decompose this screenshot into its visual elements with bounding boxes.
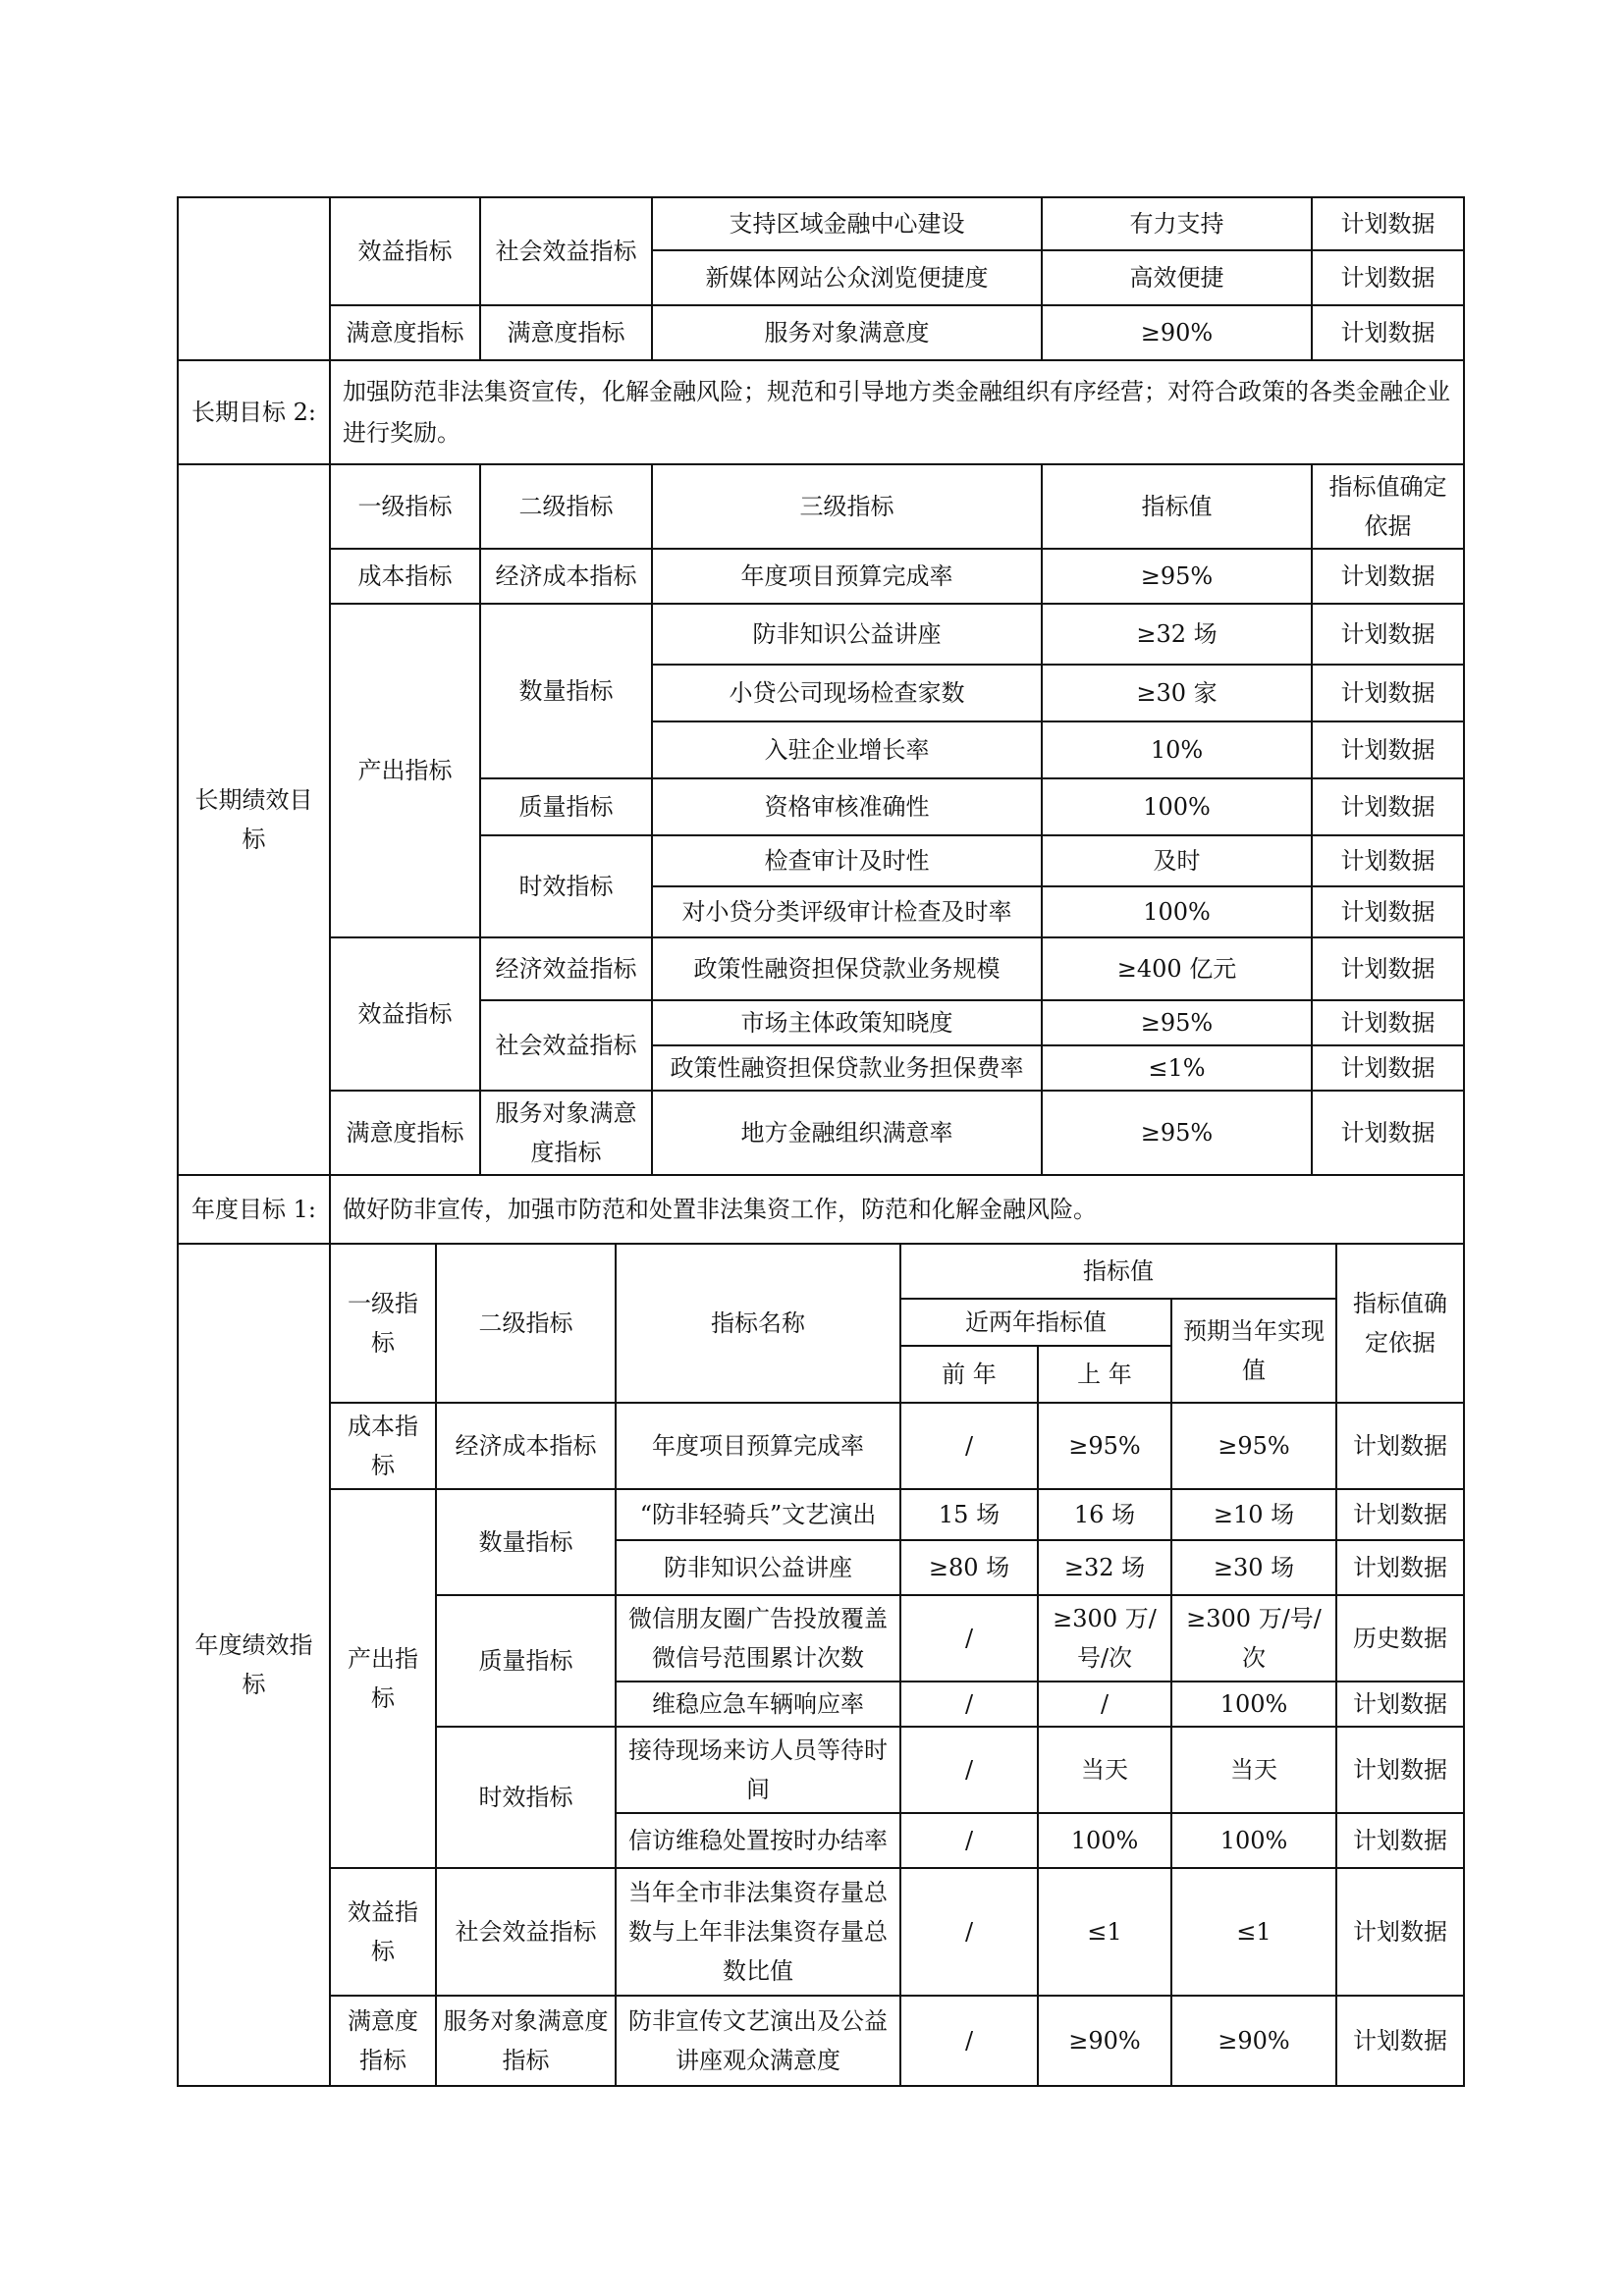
prev1-cell: ≥90% bbox=[1038, 1996, 1171, 2086]
table-header-row bbox=[178, 464, 1464, 549]
header-level2: 二级指标 bbox=[480, 464, 652, 549]
table-row bbox=[178, 549, 1464, 604]
prev2-cell: / bbox=[900, 1868, 1038, 1996]
expected-cell: ≥300 万/号/次 bbox=[1171, 1595, 1336, 1682]
prev2-cell: / bbox=[900, 1727, 1038, 1813]
indicator-value-cell: ≥90% bbox=[1042, 305, 1312, 360]
level2-cell: 服务对象满意度指标 bbox=[480, 1091, 652, 1175]
basis-cell: 计划数据 bbox=[1336, 1403, 1464, 1489]
indicator-value-cell: 100% bbox=[1042, 778, 1312, 835]
level1-cell: 产出指标 bbox=[330, 604, 480, 937]
expected-cell: ≥30 场 bbox=[1171, 1540, 1336, 1595]
level1-cell: 满意度指标 bbox=[330, 1091, 480, 1175]
basis-cell: 计划数据 bbox=[1312, 250, 1464, 305]
table-row bbox=[178, 1489, 1464, 1540]
basis-cell: 计划数据 bbox=[1312, 305, 1464, 360]
goal-text: 做好防非宣传，加强市防范和处置非法集资工作，防范和化解金融风险。 bbox=[330, 1175, 1464, 1244]
header-basis: 指标值确定依据 bbox=[1312, 464, 1464, 549]
indicator-value-cell: 10% bbox=[1042, 721, 1312, 778]
table-header-row bbox=[178, 1244, 1464, 1299]
prev1-cell: ≥32 场 bbox=[1038, 1540, 1171, 1595]
header-expected: 预期当年实现值 bbox=[1171, 1299, 1336, 1403]
indicator-name-cell: 检查审计及时性 bbox=[652, 835, 1042, 886]
expected-cell: 当天 bbox=[1171, 1727, 1336, 1813]
table-continuation bbox=[177, 196, 1465, 465]
goal-text: 加强防范非法集资宣传，化解金融风险；规范和引导地方类金融组织有序经营；对符合政策的各类金融企业进行奖励。 bbox=[330, 360, 1464, 464]
basis-cell: 计划数据 bbox=[1336, 1996, 1464, 2086]
expected-cell: ≥10 场 bbox=[1171, 1489, 1336, 1540]
level2-cell: 时效指标 bbox=[436, 1727, 616, 1868]
basis-cell: 计划数据 bbox=[1312, 665, 1464, 721]
indicator-name-cell: 当年全市非法集资存量总数与上年非法集资存量总数比值 bbox=[616, 1868, 900, 1996]
indicator-name-cell: 年度项目预算完成率 bbox=[652, 549, 1042, 604]
indicator-value-cell: ≥95% bbox=[1042, 1000, 1312, 1045]
indicator-value-cell: 及时 bbox=[1042, 835, 1312, 886]
prev2-cell: / bbox=[900, 1595, 1038, 1682]
prev1-cell: ≥95% bbox=[1038, 1403, 1171, 1489]
prev1-cell: 当天 bbox=[1038, 1727, 1171, 1813]
level2-cell: 数量指标 bbox=[480, 604, 652, 778]
header-name: 指标名称 bbox=[616, 1244, 900, 1403]
indicator-name-cell: 政策性融资担保贷款业务规模 bbox=[652, 937, 1042, 1000]
section-label: 长期绩效目标 bbox=[178, 464, 330, 1175]
basis-cell: 计划数据 bbox=[1312, 886, 1464, 937]
table-row bbox=[178, 305, 1464, 360]
level2-cell: 社会效益指标 bbox=[436, 1868, 616, 1996]
header-value: 指标值 bbox=[900, 1244, 1336, 1299]
indicator-name-cell: 微信朋友圈广告投放覆盖微信号范围累计次数 bbox=[616, 1595, 900, 1682]
indicator-name-cell: 小贷公司现场检查家数 bbox=[652, 665, 1042, 721]
indicator-name-cell: 地方金融组织满意率 bbox=[652, 1091, 1042, 1175]
section-label: 年度绩效指标 bbox=[178, 1244, 330, 2086]
basis-cell: 计划数据 bbox=[1312, 1091, 1464, 1175]
level1-cell: 满意度指标 bbox=[330, 1996, 436, 2086]
prev2-cell: ≥80 场 bbox=[900, 1540, 1038, 1595]
indicator-name-cell: 市场主体政策知晓度 bbox=[652, 1000, 1042, 1045]
indicator-value-cell: ≥400 亿元 bbox=[1042, 937, 1312, 1000]
goal-label: 年度目标 1: bbox=[178, 1175, 330, 1244]
indicator-name-cell: 信访维稳处置按时办结率 bbox=[616, 1813, 900, 1868]
indicator-value-cell: 高效便捷 bbox=[1042, 250, 1312, 305]
prev1-cell: 16 场 bbox=[1038, 1489, 1171, 1540]
table-row bbox=[178, 937, 1464, 1000]
prev1-cell: 100% bbox=[1038, 1813, 1171, 1868]
level2-cell: 社会效益指标 bbox=[480, 1000, 652, 1091]
table-row bbox=[178, 1996, 1464, 2086]
prev2-cell: / bbox=[900, 1682, 1038, 1727]
table-annual bbox=[177, 1174, 1465, 2087]
level2-cell: 经济成本指标 bbox=[480, 549, 652, 604]
prev2-cell: / bbox=[900, 1813, 1038, 1868]
expected-cell: 100% bbox=[1171, 1813, 1336, 1868]
indicator-name-cell: 防非知识公益讲座 bbox=[652, 604, 1042, 665]
level2-cell: 质量指标 bbox=[436, 1595, 616, 1727]
basis-cell: 计划数据 bbox=[1312, 549, 1464, 604]
level2-cell: 社会效益指标 bbox=[480, 197, 652, 305]
expected-cell: ≥95% bbox=[1171, 1403, 1336, 1489]
basis-cell: 计划数据 bbox=[1336, 1813, 1464, 1868]
indicator-value-cell: 有力支持 bbox=[1042, 197, 1312, 250]
level2-cell: 质量指标 bbox=[480, 778, 652, 835]
header-level1: 一级指标 bbox=[330, 1244, 436, 1403]
header-basis: 指标值确定依据 bbox=[1336, 1244, 1464, 1403]
table-row bbox=[178, 197, 1464, 250]
level1-cell: 效益指标 bbox=[330, 937, 480, 1091]
empty-section-cell bbox=[178, 197, 330, 360]
level1-cell: 成本指标 bbox=[330, 1403, 436, 1489]
indicator-value-cell: ≥95% bbox=[1042, 549, 1312, 604]
indicator-name-cell: 防非知识公益讲座 bbox=[616, 1540, 900, 1595]
basis-cell: 计划数据 bbox=[1312, 1000, 1464, 1045]
table-row bbox=[178, 1403, 1464, 1489]
basis-cell: 计划数据 bbox=[1312, 937, 1464, 1000]
level1-cell: 成本指标 bbox=[330, 549, 480, 604]
indicator-name-cell: 对小贷分类评级审计检查及时率 bbox=[652, 886, 1042, 937]
level1-cell: 效益指标 bbox=[330, 197, 480, 305]
prev1-cell: ≥300 万/号/次 bbox=[1038, 1595, 1171, 1682]
goal-label: 长期目标 2: bbox=[178, 360, 330, 464]
basis-cell: 计划数据 bbox=[1312, 604, 1464, 665]
indicator-value-cell: ≤1% bbox=[1042, 1045, 1312, 1091]
header-level2: 二级指标 bbox=[436, 1244, 616, 1403]
table-long-term bbox=[177, 463, 1465, 1176]
indicator-name-cell: 服务对象满意度 bbox=[652, 305, 1042, 360]
indicator-name-cell: 资格审核准确性 bbox=[652, 778, 1042, 835]
table-row bbox=[178, 1868, 1464, 1996]
level2-cell: 满意度指标 bbox=[480, 305, 652, 360]
level2-cell: 时效指标 bbox=[480, 835, 652, 937]
prev1-cell: / bbox=[1038, 1682, 1171, 1727]
level1-cell: 满意度指标 bbox=[330, 305, 480, 360]
prev2-cell: 15 场 bbox=[900, 1489, 1038, 1540]
indicator-name-cell: 年度项目预算完成率 bbox=[616, 1403, 900, 1489]
indicator-name-cell: “防非轻骑兵”文艺演出 bbox=[616, 1489, 900, 1540]
table-row bbox=[178, 1091, 1464, 1175]
basis-cell: 计划数据 bbox=[1312, 197, 1464, 250]
header-value: 指标值 bbox=[1042, 464, 1312, 549]
basis-cell: 计划数据 bbox=[1336, 1868, 1464, 1996]
indicator-value-cell: ≥32 场 bbox=[1042, 604, 1312, 665]
basis-cell: 计划数据 bbox=[1312, 1045, 1464, 1091]
indicator-value-cell: ≥95% bbox=[1042, 1091, 1312, 1175]
basis-cell: 计划数据 bbox=[1336, 1489, 1464, 1540]
basis-cell: 计划数据 bbox=[1312, 721, 1464, 778]
level2-cell: 经济成本指标 bbox=[436, 1403, 616, 1489]
basis-cell: 计划数据 bbox=[1336, 1727, 1464, 1813]
header-level3: 三级指标 bbox=[652, 464, 1042, 549]
level2-cell: 数量指标 bbox=[436, 1489, 616, 1595]
goal-row bbox=[178, 1175, 1464, 1244]
document-page bbox=[177, 196, 1463, 2087]
basis-cell: 计划数据 bbox=[1312, 835, 1464, 886]
basis-cell: 计划数据 bbox=[1336, 1682, 1464, 1727]
indicator-name-cell: 支持区域金融中心建设 bbox=[652, 197, 1042, 250]
indicator-value-cell: ≥30 家 bbox=[1042, 665, 1312, 721]
indicator-name-cell: 入驻企业增长率 bbox=[652, 721, 1042, 778]
basis-cell: 历史数据 bbox=[1336, 1595, 1464, 1682]
indicator-value-cell: 100% bbox=[1042, 886, 1312, 937]
level1-cell: 产出指标 bbox=[330, 1489, 436, 1868]
header-prev2: 前 年 bbox=[900, 1346, 1038, 1403]
prev2-cell: / bbox=[900, 1403, 1038, 1489]
header-level1: 一级指标 bbox=[330, 464, 480, 549]
expected-cell: 100% bbox=[1171, 1682, 1336, 1727]
header-prev1: 上 年 bbox=[1038, 1346, 1171, 1403]
level2-cell: 经济效益指标 bbox=[480, 937, 652, 1000]
table-row bbox=[178, 604, 1464, 665]
expected-cell: ≤1 bbox=[1171, 1868, 1336, 1996]
prev1-cell: ≤1 bbox=[1038, 1868, 1171, 1996]
indicator-name-cell: 维稳应急车辆响应率 bbox=[616, 1682, 900, 1727]
prev2-cell: / bbox=[900, 1996, 1038, 2086]
basis-cell: 计划数据 bbox=[1312, 778, 1464, 835]
indicator-name-cell: 政策性融资担保贷款业务担保费率 bbox=[652, 1045, 1042, 1091]
goal-row bbox=[178, 360, 1464, 464]
level1-cell: 效益指标 bbox=[330, 1868, 436, 1996]
basis-cell: 计划数据 bbox=[1336, 1540, 1464, 1595]
level2-cell: 服务对象满意度指标 bbox=[436, 1996, 616, 2086]
indicator-name-cell: 接待现场来访人员等待时间 bbox=[616, 1727, 900, 1813]
indicator-name-cell: 防非宣传文艺演出及公益讲座观众满意度 bbox=[616, 1996, 900, 2086]
indicator-name-cell: 新媒体网站公众浏览便捷度 bbox=[652, 250, 1042, 305]
expected-cell: ≥90% bbox=[1171, 1996, 1336, 2086]
header-recent: 近两年指标值 bbox=[900, 1299, 1171, 1346]
